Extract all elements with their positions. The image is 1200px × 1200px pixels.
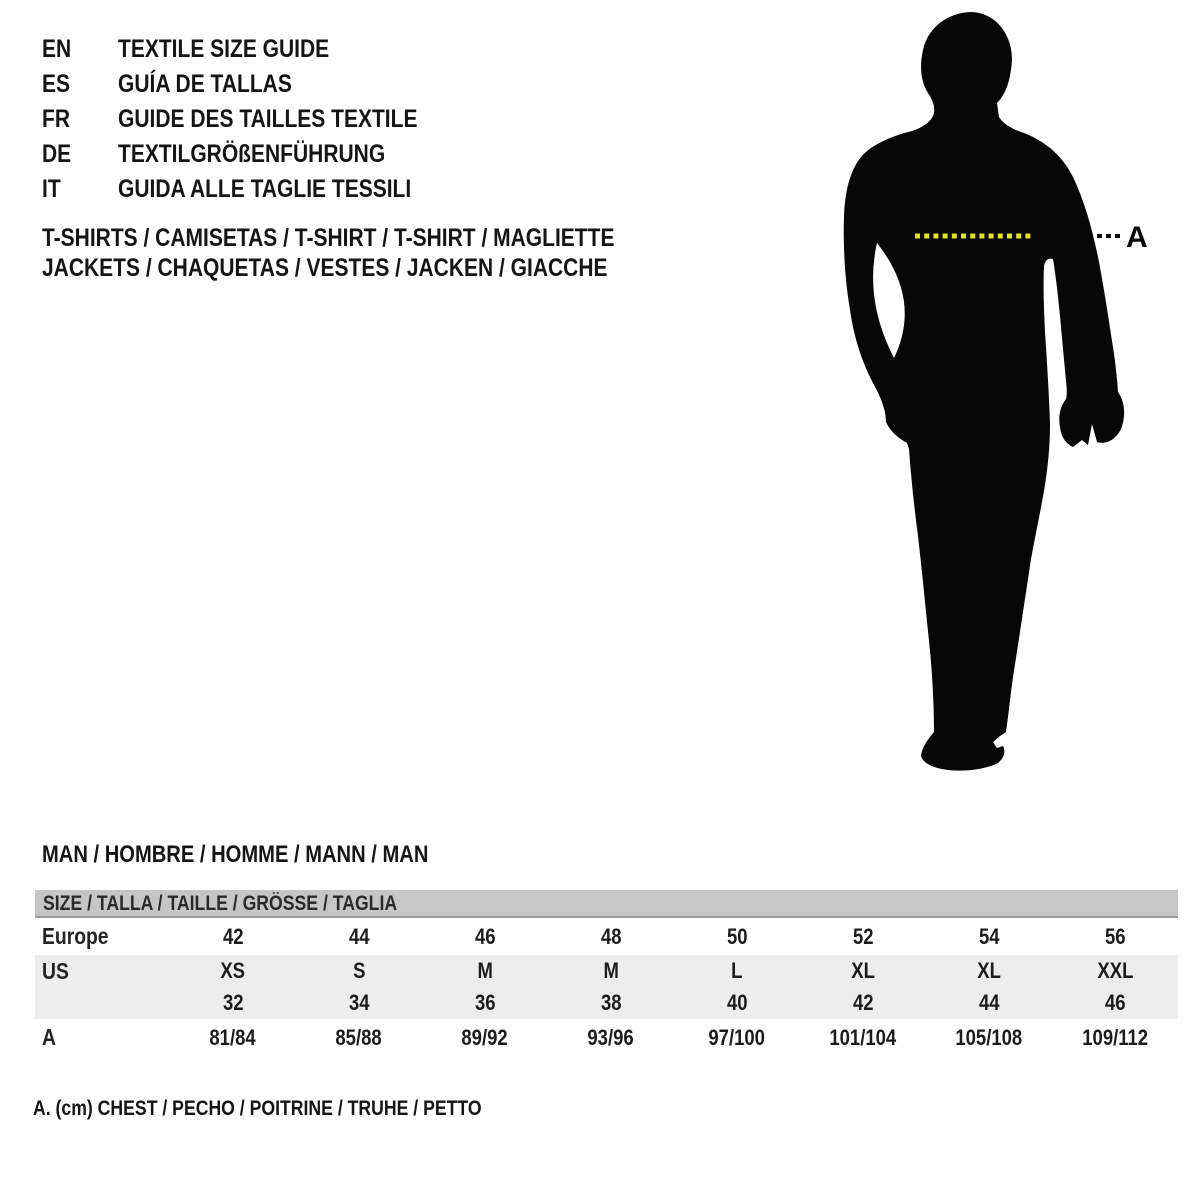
language-code: DE (42, 140, 72, 168)
cell: 101/104 (829, 1024, 897, 1050)
cell: L (731, 958, 743, 983)
language-code: EN (42, 35, 72, 63)
language-legend (42, 32, 475, 207)
language-code: IT (42, 175, 61, 203)
cell: 32 (222, 990, 244, 1015)
cell: 48 (600, 923, 622, 949)
row-label: A (42, 1024, 56, 1050)
cell: M (477, 958, 493, 983)
row-label: US (42, 957, 69, 984)
language-title: GUIDE DES TAILLES TEXTILE (118, 105, 418, 133)
cell: 42 (222, 923, 244, 949)
language-code: FR (42, 105, 70, 133)
cell: 105/108 (955, 1024, 1023, 1050)
cell: 109/112 (1082, 1024, 1148, 1050)
language-title: GUIDA ALLE TAGLIE TESSILI (118, 175, 412, 203)
table-gray-band (35, 955, 1178, 1019)
measure-label-a: A (1126, 221, 1148, 254)
cell: XL (851, 958, 875, 983)
cell: 93/96 (587, 1024, 635, 1050)
language-row-fr (42, 102, 475, 137)
size-table-header: SIZE / TALLA / TAILLE / GRÖSSE / TAGLIA (35, 890, 1178, 918)
table-row-us (35, 955, 1178, 987)
language-row-en (42, 32, 475, 67)
language-row-it (42, 172, 475, 207)
cell: 46 (1104, 990, 1126, 1015)
table-row-chest-a (35, 1019, 1178, 1056)
cell: 44 (348, 923, 370, 949)
man-figure (820, 0, 1200, 800)
category-block (42, 223, 723, 283)
size-table (35, 890, 1178, 1056)
cell: 50 (726, 923, 748, 949)
language-title: TEXTILE SIZE GUIDE (118, 35, 330, 63)
cell: 56 (1104, 923, 1126, 949)
row-label (35, 990, 170, 1017)
section-title-man: MAN / HOMBRE / HOMME / MANN / MAN (42, 841, 429, 868)
category-line-jackets: JACKETS / CHAQUETAS / VESTES / JACKEN / GIACCHE (42, 254, 608, 282)
cell: 34 (348, 990, 370, 1015)
language-row-es (42, 67, 475, 102)
cell: 38 (600, 990, 622, 1015)
cell: XL (977, 958, 1001, 983)
cell: 97/100 (708, 1024, 766, 1050)
cell: 44 (978, 990, 1000, 1015)
cell: 52 (852, 923, 874, 949)
cell: 85/88 (335, 1024, 383, 1050)
man-silhouette (844, 12, 1124, 771)
language-code: ES (42, 70, 71, 98)
cell: M (603, 958, 619, 983)
table-row-europe (35, 918, 1178, 955)
cell: XXL (1097, 958, 1133, 983)
cell: 40 (726, 990, 748, 1015)
category-line-tshirts: T-SHIRTS / CAMISETAS / T-SHIRT / T-SHIRT / MAGLIETTE (42, 224, 615, 252)
language-row-de (42, 137, 475, 172)
cell: XS (220, 958, 246, 983)
cell: 81/84 (209, 1024, 257, 1050)
cell: 46 (474, 923, 496, 949)
cell: S (352, 958, 366, 983)
man-silhouette-svg (820, 0, 1200, 800)
row-label: Europe (42, 923, 109, 949)
cell: 54 (978, 923, 1000, 949)
cell: 36 (474, 990, 496, 1015)
cell: 42 (852, 990, 874, 1015)
language-title: GUÍA DE TALLAS (118, 70, 292, 98)
language-title: TEXTILGRÖßENFÜHRUNG (118, 140, 386, 168)
table-row-us-numeric (35, 987, 1178, 1019)
cell: 89/92 (461, 1024, 509, 1050)
measurement-footnote: A. (cm) CHEST / PECHO / POITRINE / TRUHE / PETTO (33, 1097, 482, 1120)
